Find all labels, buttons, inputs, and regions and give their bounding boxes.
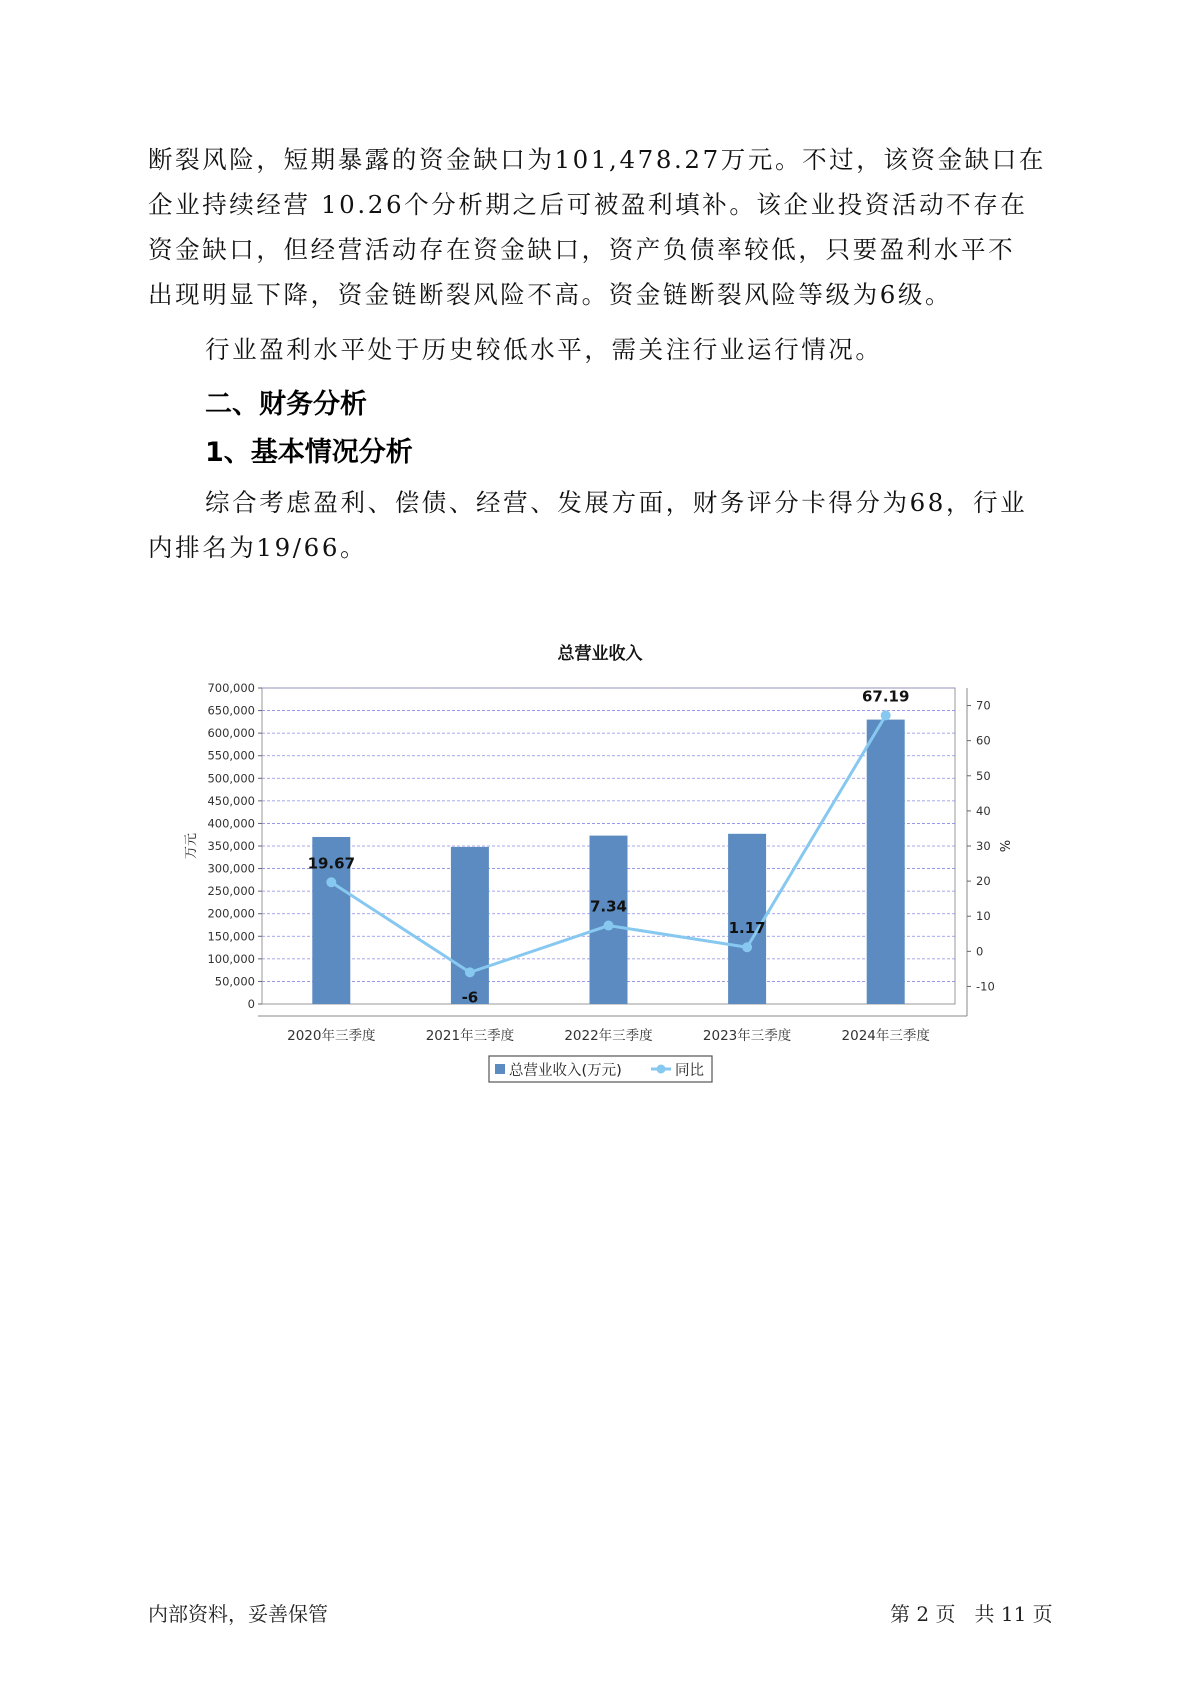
y-left-tick-label: 400,000 [207, 816, 255, 831]
x-tick-label: 2021年三季度 [425, 1028, 515, 1044]
y-left-tick-label: 300,000 [207, 861, 255, 876]
y-left-axis-title: 万元 [184, 832, 199, 860]
yoy-point [326, 877, 336, 887]
y-right-tick-label: 70 [976, 698, 991, 713]
legend-line-marker [657, 1065, 666, 1074]
paragraph-risk [148, 137, 1044, 317]
y-left-tick-label: 250,000 [207, 884, 255, 899]
legend-line-label: 同比 [675, 1063, 704, 1079]
y-left-tick-label: 500,000 [207, 771, 255, 786]
yoy-point [881, 710, 891, 720]
x-tick-label: 2024年三季度 [841, 1028, 930, 1044]
y-left-tick-label: 50,000 [214, 974, 255, 989]
x-tick-label: 2023年三季度 [702, 1028, 792, 1044]
revenue-bar [451, 847, 489, 1007]
yoy-data-label: 19.67 [307, 854, 356, 873]
paragraph-line: 断裂风险，短期暴露的资金缺口为101,478.27万元。不过，该资金缺口在 [148, 145, 1046, 174]
y-right-tick-label: 20 [976, 874, 991, 889]
y-right-tick-label: -10 [976, 979, 995, 994]
legend-bar-swatch [495, 1064, 505, 1074]
y-left-tick-label: 450,000 [207, 793, 255, 808]
y-left-tick-label: 0 [247, 997, 255, 1011]
paragraph-line: 资金缺口，但经营活动存在资金缺口，资产负债率较低，只要盈利水平不 [148, 235, 1016, 264]
yoy-data-label: 7.34 [589, 897, 628, 916]
y-right-tick-label: 30 [976, 839, 991, 853]
y-left-tick-label: 550,000 [207, 748, 255, 763]
yoy-point [604, 921, 614, 931]
y-right-tick-label: 0 [976, 944, 984, 959]
y-left-tick-label: 100,000 [207, 951, 255, 966]
y-right-tick-label: 50 [976, 768, 991, 783]
y-right-tick-label: 40 [976, 803, 991, 818]
y-left-tick-label: 150,000 [207, 929, 255, 944]
y-left-tick-label: 700,000 [207, 681, 255, 695]
section-heading: 二、财务分析 [205, 389, 367, 420]
x-tick-label: 2022年三季度 [564, 1028, 653, 1044]
revenue-bar [590, 836, 628, 1004]
y-left-tick-label: 650,000 [207, 703, 255, 718]
y-left-tick-label: 200,000 [207, 906, 255, 921]
paragraph-line: 出现明显下降，资金链断裂风险不高。资金链断裂风险等级为6级。 [148, 280, 953, 309]
yoy-point [742, 942, 752, 952]
chart-title: 总营业收入 [557, 644, 643, 664]
paragraph-score [148, 480, 1044, 570]
y-left-tick-label: 600,000 [207, 726, 255, 741]
subsection-heading: 1、基本情况分析 [205, 437, 413, 468]
y-right-tick-label: 60 [976, 733, 991, 748]
yoy-data-label: 1.17 [728, 919, 766, 938]
y-left-tick-label: 350,000 [207, 839, 255, 853]
paragraph-industry: 行业盈利水平处于历史较低水平，需关注行业运行情况。 [205, 335, 883, 364]
x-tick-label: 2020年三季度 [287, 1028, 376, 1044]
paragraph-line: 综合考虑盈利、偿债、经营、发展方面，财务评分卡得分为68，行业 [205, 488, 1028, 517]
paragraph-line: 企业持续经营 10.26个分析期之后可被盈利填补。该企业投资活动不存在 [148, 190, 1028, 219]
yoy-data-label: -6 [461, 988, 479, 1007]
paragraph-line: 内排名为19/66。 [148, 533, 368, 562]
yoy-data-label: 67.19 [861, 687, 910, 706]
legend-bar-label: 总营业收入(万元) [509, 1063, 622, 1079]
footer-page-number: 第 2 页 共 11 页 [890, 1602, 1053, 1626]
yoy-point [465, 967, 475, 977]
y-right-tick-label: 10 [976, 909, 991, 924]
footer-confidential: 内部资料，妥善保管 [148, 1602, 328, 1626]
y-right-axis-title: % [996, 839, 1011, 853]
revenue-chart [0, 620, 1191, 1100]
revenue-bar [867, 720, 905, 1004]
